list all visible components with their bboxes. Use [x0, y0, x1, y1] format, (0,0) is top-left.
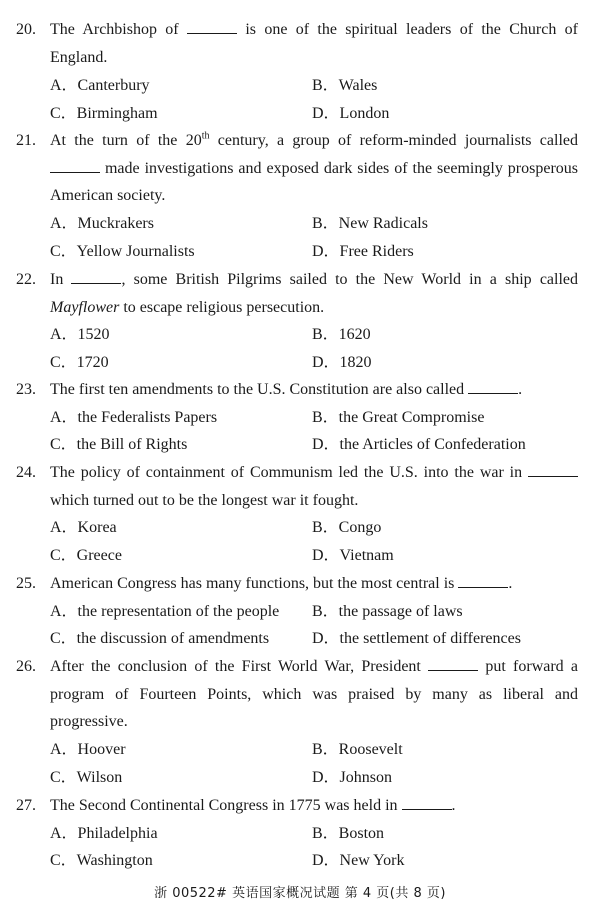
options-row	[0, 210, 600, 238]
question-number: 24.	[16, 464, 36, 481]
option-a: A．Philadelphia	[50, 825, 158, 842]
question-stem	[50, 16, 578, 71]
options-row	[0, 100, 600, 128]
options-row	[0, 736, 600, 764]
question-stem	[50, 459, 578, 514]
stem-text: , some British Pilgrims sailed to the New World in a ship called	[121, 271, 579, 288]
stem-text: In	[50, 271, 72, 288]
options-row	[0, 847, 600, 875]
option-a: A．Canterbury	[50, 77, 150, 94]
option-c: C．1720	[50, 354, 109, 371]
question-number: 27.	[16, 797, 36, 814]
stem-text: .	[508, 575, 513, 592]
stem-text: .	[451, 797, 456, 814]
option-b: B．New Radicals	[312, 215, 428, 232]
option-a: A．1520	[50, 326, 110, 343]
option-c: C．Washington	[50, 852, 153, 869]
answer-blank	[468, 377, 518, 394]
question-number: 26.	[16, 658, 36, 675]
answer-blank	[187, 17, 237, 34]
stem-text: put forward a program of Fourteen Points, which was praised by many as liberal and progressive.	[50, 658, 579, 730]
options-row	[0, 514, 600, 542]
option-a: A．Muckrakers	[50, 215, 154, 232]
stem-text: American Congress has many functions, but the most central is	[50, 575, 459, 592]
option-c: C．the Bill of Rights	[50, 436, 188, 453]
options-row	[0, 820, 600, 848]
option-d: D．Johnson	[312, 769, 393, 786]
option-b: B．Roosevelt	[312, 741, 403, 758]
stem-text: .	[518, 381, 523, 398]
option-c: C．Greece	[50, 547, 122, 564]
option-c: C．the discussion of amendments	[50, 630, 270, 647]
options-row	[0, 321, 600, 349]
stem-text: which turned out to be the longest war it fought.	[50, 491, 359, 509]
option-b: B．Congo	[312, 519, 382, 536]
question-stem	[50, 792, 578, 820]
answer-blank	[50, 156, 100, 173]
stem-text: to escape religious persecution.	[119, 298, 325, 316]
stem-text: The Archbishop of	[50, 21, 187, 38]
stem-text: century, a group of reform-minded journalists called	[209, 132, 578, 149]
answer-blank	[71, 267, 121, 284]
option-a: A．Korea	[50, 519, 117, 536]
options-row	[0, 431, 600, 459]
answer-blank	[402, 793, 452, 810]
question-stem	[50, 127, 578, 210]
ship-name: Mayflower	[50, 298, 120, 316]
option-d: D．the settlement of differences	[312, 630, 521, 647]
page-footer: 浙 00522# 英语国家概况试题 第 4 页(共 8 页)	[154, 886, 446, 901]
answer-blank	[428, 654, 478, 671]
option-d: D．1820	[312, 354, 372, 371]
options-row	[0, 764, 600, 792]
stem-text: The first ten amendments to the U.S. Constitution are also called	[50, 381, 469, 398]
answer-blank	[528, 460, 578, 477]
stem-text: The Second Continental Congress in 1775 was held in	[50, 797, 402, 814]
superscript: th	[201, 130, 210, 142]
option-b: B．the Great Compromise	[312, 409, 485, 426]
question-number: 25.	[16, 575, 36, 592]
options-row	[0, 404, 600, 432]
stem-text: After the conclusion of the First World War, President	[50, 658, 429, 675]
question-number: 23.	[16, 381, 36, 398]
option-b: B．Boston	[312, 825, 385, 842]
question-stem	[50, 570, 578, 598]
option-b: B．the passage of laws	[312, 603, 463, 620]
options-row	[0, 542, 600, 570]
option-d: D．Vietnam	[312, 547, 394, 564]
answer-blank	[458, 571, 508, 588]
option-d: D．New York	[312, 852, 405, 869]
option-c: C．Yellow Journalists	[50, 243, 195, 260]
options-row	[0, 625, 600, 653]
question-stem	[50, 266, 578, 321]
option-a: A．the representation of the people	[50, 603, 280, 620]
options-row	[0, 238, 600, 266]
option-d: D．Free Riders	[312, 243, 414, 260]
option-c: C．Birmingham	[50, 105, 158, 122]
question-number: 22.	[16, 271, 36, 288]
question-number: 21.	[16, 132, 36, 149]
stem-text: The policy of containment of Communism led the U.S. into the war in	[50, 464, 528, 481]
stem-text: made investigations and exposed dark sides of the seemingly prosperous American society.	[50, 159, 578, 204]
option-c: C．Wilson	[50, 769, 123, 786]
option-d: D．the Articles of Confederation	[312, 436, 526, 453]
question-number: 20.	[16, 21, 36, 38]
options-row	[0, 598, 600, 626]
option-b: B．Wales	[312, 77, 378, 94]
option-d: D．London	[312, 105, 390, 122]
stem-text: At the turn of the 20	[50, 132, 202, 149]
option-a: A．the Federalists Papers	[50, 409, 218, 426]
options-row	[0, 349, 600, 377]
question-stem	[50, 653, 578, 736]
option-a: A．Hoover	[50, 741, 126, 758]
option-b: B．1620	[312, 326, 371, 343]
stem-text: is one of the spiritual leaders of the Church of England.	[50, 21, 578, 66]
question-stem	[50, 376, 578, 404]
options-row	[0, 72, 600, 100]
